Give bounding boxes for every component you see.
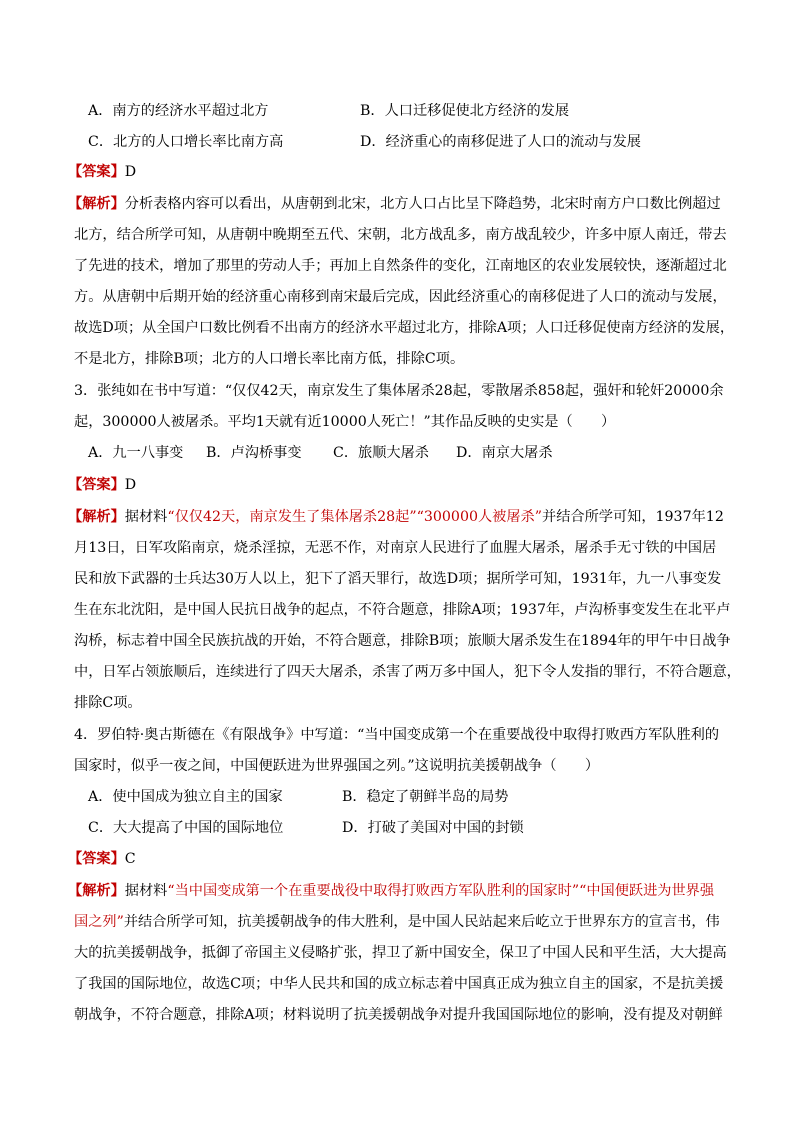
q4-answer [68,849,718,869]
q2-analysis-line-1 [68,194,721,214]
q4-analysis-line-3: 大的抗美援朝战争，抵御了帝国主义侵略扩张，捍卫了新中国安全，保卫了中国人民和平生活，大大提高 [74,945,727,961]
q4-option-b: B．稳定了朝鲜半岛的局势 [342,789,509,805]
q2-option-d: D．经济重心的南移促进了人口的流动与发展 [360,134,641,150]
q2-option-c: C．北方的人口增长率比南方高 [88,134,284,150]
q2-analysis-line-3: 了先进的技术，增加了那里的劳动人手；再加上自然条件的变化，江南地区的农业发展较快，逐渐超过北 [74,258,727,274]
q4-stem-line-1: 4．罗伯特·奥古斯德在《有限战争》中写道：“当中国变成第一个在重要战役中取得打败西方军队胜利的 [74,727,720,743]
q4-answer-value: C [124,851,136,867]
q3-analysis-line-3: 民和放下武器的士兵达30万人以上，犯下了滔天罪行，故选D项；据所学可知，1931年，九一八事变发 [74,571,722,587]
q3-analysis-line-4: 生在东北沈阳，是中国人民抗日战争的起点，不符合题意，排除A项；1937年，卢沟桥事变发生在北平卢 [74,602,731,618]
q3-analysis-line-6: 中，日军占领旅顺后，连续进行了四天大屠杀，杀害了两万多中国人，犯下令人发指的罪行，不符合题意， [74,664,741,680]
q3-analysis-line-7: 排除C项。 [74,695,142,711]
q2-answer [68,162,718,182]
q4-analysis-quote-end: 国之列” [74,914,124,930]
q4-option-a: A．使中国成为独立自主的国家 [88,789,283,805]
q3-answer-label: 【答案】 [68,477,125,493]
q4-stem-line-2: 国家时，似乎一夜之间，中国便跃进为世界强国之列。”这说明抗美援朝战争（ ） [74,758,600,774]
q2-analysis-line-2: 北方，结合所学可知，从唐朝中晚期至五代、宋朝，北方战乱多，南方战乱较少，许多中原人南迁，带去 [74,227,727,243]
q2-analysis-text: 分析表格内容可以看出，从唐朝到北宋，北方人口占比呈下降趋势，北宋时南方户口数比例超过 [124,196,721,212]
q4-analysis-line-5: 朝战争，不符合题意，排除A项；材料说明了抗美援朝战争对提升我国国际地位的影响，没有提及对朝鲜 [74,1007,723,1023]
q4-analysis-line-4: 了我国的国际地位，故选C项；中华人民共和国的成立标志着中国真正成为独立自主的国家，不是抗美援 [74,976,724,992]
q3-answer [68,475,718,495]
q2-analysis-label: 【解析】 [68,196,125,212]
q3-analysis-post: 并结合所学可知，1937年12 [542,509,724,525]
q2-answer-value: D [124,164,137,180]
q3-analysis-label: 【解析】 [68,509,125,525]
q4-analysis-quote: “当中国变成第一个在重要战役中取得打败西方军队胜利的国家时”“中国便跃进为世界强 [167,883,715,899]
q4-analysis-line-1 [68,881,718,901]
q3-option-b: B．卢沟桥事变 [206,445,302,461]
q3-analysis-quote: “仅仅42天，南京发生了集体屠杀28起”“300000人被屠杀” [167,509,542,525]
q3-analysis-line-5: 沟桥，标志着中国全民族抗战的开始，不符合题意，排除B项；旅顺大屠杀发生在1894年的甲午中日战争 [74,633,731,649]
q2-option-b: B．人口迁移促使北方经济的发展 [360,103,570,119]
q3-analysis-line-1 [68,507,724,527]
q3-stem-line-1: 3．张纯如在书中写道：“仅仅42天，南京发生了集体屠杀28起，零散屠杀858起，强奸和轮奸20000余 [74,383,724,399]
q4-analysis-post: 并结合所学可知，抗美援朝战争的伟大胜利，是中国人民站起来后屹立于世界东方的宣言书，伟 [123,914,720,930]
q3-option-a: A．九一八事变 [88,445,184,461]
q2-analysis-line-4: 方。从唐朝中后期开始的经济重心南移到南宋最后完成，因此经济重心的南移促进了人口的流动与发展， [74,289,727,305]
q2-option-a: A．南方的经济水平超过北方 [88,103,269,119]
q2-analysis-line-5: 故选D项；从全国户口数比例看不出南方的经济水平超过北方，排除A项；人口迁移促使南方经济的发展， [74,320,735,336]
q4-analysis-pre: 据材料 [124,883,168,899]
q4-analysis-label: 【解析】 [68,883,125,899]
q3-option-d: D．南京大屠杀 [456,445,553,461]
q4-option-d: D．打破了美国对中国的封锁 [342,820,524,836]
q4-option-c: C．大大提高了中国的国际地位 [88,820,284,836]
q2-answer-label: 【答案】 [68,164,125,180]
q2-analysis-line-6: 不是北方，排除B项；北方的人口增长率比南方低，排除C项。 [74,351,465,367]
q3-analysis-line-2: 月13日，日军攻陷南京，烧杀淫掠，无恶不作，对南京人民进行了血腥大屠杀，屠杀手无寸铁的中国居 [74,540,717,556]
q3-stem-line-2: 起，300000人被屠杀。平均1天就有近10000人死亡！”其作品反映的史实是（ ） [74,414,616,430]
q4-answer-label: 【答案】 [68,851,125,867]
q3-option-c: C．旅顺大屠杀 [333,445,429,461]
q3-answer-value: D [124,477,137,493]
q4-analysis-line-2 [74,912,724,932]
q3-analysis-pre: 据材料 [124,509,168,525]
